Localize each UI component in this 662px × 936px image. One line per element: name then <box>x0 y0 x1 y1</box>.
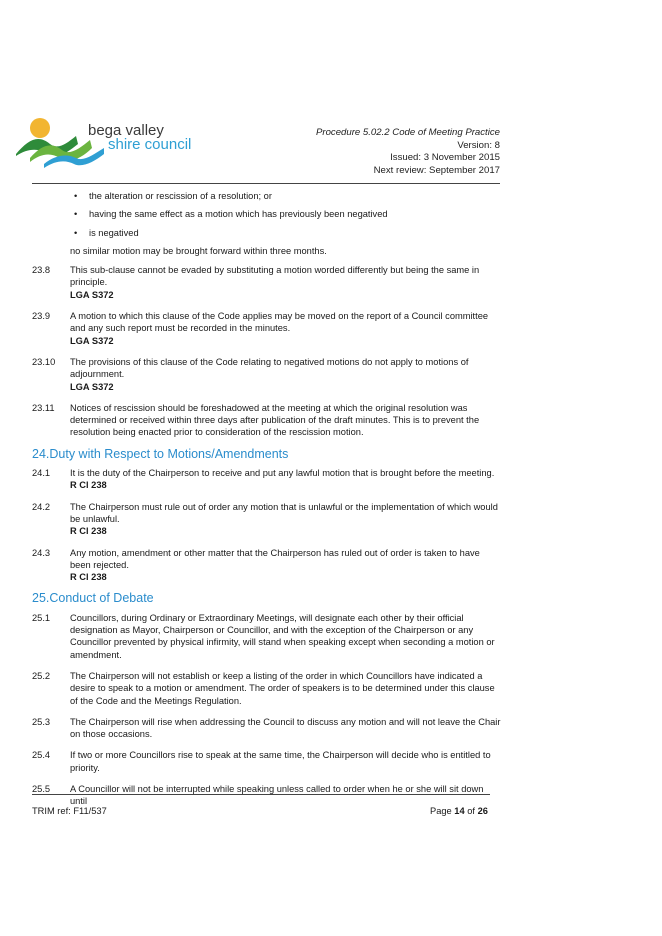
clause-number: 24.2 <box>32 501 51 512</box>
clause-number: 25.1 <box>32 612 51 623</box>
clause-23-9 <box>32 310 502 347</box>
page-body <box>32 188 502 817</box>
clause-text: Notices of rescission should be foreshadowed at the meeting at which the original resolution was determined or received within three days after publication of the draft minutes. This is to prevent the resolution being enacted prior to consideration of the rescission motion. <box>70 402 480 438</box>
clause-ref: R Cl 238 <box>70 526 107 537</box>
clause-23-8 <box>32 264 502 301</box>
logo-line-1: bega valley <box>88 122 164 139</box>
clause-number: 23.8 <box>32 265 51 276</box>
clause-25-1 <box>32 612 502 661</box>
clause-25-4 <box>32 749 502 774</box>
clause-ref: LGA S372 <box>70 289 114 300</box>
clause-text: If two or more Councillors rise to speak at the same time, the Chairperson will decide who is entitled to priority. <box>70 750 491 773</box>
clause-text: This sub-clause cannot be evaded by substituting a motion worded differently but being the same in principle. <box>70 265 480 288</box>
footer-divider <box>32 794 490 795</box>
page-current: 14 <box>454 806 465 816</box>
bullet-list <box>32 190 502 239</box>
clause-text: The provisions of this clause of the Code relating to negatived motions do not apply to motions of adjournment. <box>70 356 469 380</box>
clause-25-5 <box>32 783 502 808</box>
clause-text: The Chairperson will not establish or keep a listing of the order in which Councillors have indicated a desire to speak to a motion or amendment. The order of speakers is to be determined under this clause of the Code and the Meetings Regulation. <box>70 670 495 706</box>
clause-text: A Councillor will not be interrupted while speaking unless called to order when he or she will sit down until <box>70 783 484 807</box>
page-number <box>430 806 488 816</box>
section-heading-24: 24.Duty with Respect to Motions/Amendments <box>32 446 289 461</box>
document-meta <box>316 127 500 177</box>
procedure-title: Procedure 5.02.2 Code of Meeting Practice <box>316 127 500 138</box>
clause-23-10 <box>32 356 502 393</box>
council-logo <box>16 114 216 174</box>
list-item: • having the same effect as a motion which has previously been negatived <box>32 208 502 220</box>
clause-text: Councillors, during Ordinary or Extraordinary Meetings, will designate each other by their official designation as Mayor, Chairperson or Councillor, and with the exception of the Chairperson or any Councillor prevented by physical infirmity, will stand when speaking except when seconding a motion or amendment. <box>70 612 495 660</box>
page-total: 26 <box>477 806 488 816</box>
bullets-tail: no similar motion may be brought forward within three months. <box>70 245 327 256</box>
clause-ref: LGA S372 <box>70 335 114 346</box>
clause-ref: LGA S372 <box>70 381 114 392</box>
clause-number: 23.10 <box>32 356 56 367</box>
clause-text: The Chairperson must rule out of order any motion that is unlawful or the implementation of which would be unlawful. <box>70 501 498 524</box>
page-prefix: Page <box>430 806 455 816</box>
issued-date: Issued: 3 November 2015 <box>390 152 500 163</box>
clause-23-11 <box>32 402 502 439</box>
clause-number: 25.3 <box>32 716 51 727</box>
clause-number: 24.1 <box>32 468 51 479</box>
clause-ref: R Cl 238 <box>70 572 107 583</box>
list-item: • is negatived <box>32 227 502 239</box>
next-review: Next review: September 2017 <box>373 164 500 176</box>
clause-number: 25.2 <box>32 670 51 681</box>
version: Version: 8 <box>457 139 500 151</box>
list-item: • the alteration or rescission of a resolution; or <box>32 190 502 202</box>
clause-25-2 <box>32 670 502 707</box>
clause-number: 25.4 <box>32 750 51 761</box>
clause-text: A motion to which this clause of the Code applies may be moved on the report of a Council committee and any such report must be recorded in the minutes. <box>70 311 489 334</box>
section-heading-25: 25.Conduct of Debate <box>32 591 154 606</box>
clause-text: Any motion, amendment or other matter that the Chairperson has ruled out of order is taken to have been rejected. <box>70 547 480 570</box>
clause-number: 24.3 <box>32 547 51 558</box>
clause-text: The Chairperson will rise when addressing the Council to discuss any motion and will not leave the Chair on those occasions. <box>70 716 501 740</box>
clause-text: It is the duty of the Chairperson to receive and put any lawful motion that is brought before the meeting. <box>70 468 495 479</box>
trim-reference: TRIM ref: F11/537 <box>32 806 107 816</box>
header-divider <box>32 183 500 184</box>
clause-number: 23.9 <box>32 311 51 322</box>
clause-24-1 <box>32 467 502 492</box>
clause-number: 25.5 <box>32 783 51 794</box>
clause-number: 23.11 <box>32 402 55 413</box>
logo-line-2: shire council <box>108 136 192 153</box>
clause-25-3 <box>32 716 502 741</box>
clause-ref: R Cl 238 <box>70 480 107 491</box>
clause-24-3 <box>32 547 502 584</box>
page-of: of <box>464 806 478 816</box>
clause-24-2 <box>32 501 502 538</box>
